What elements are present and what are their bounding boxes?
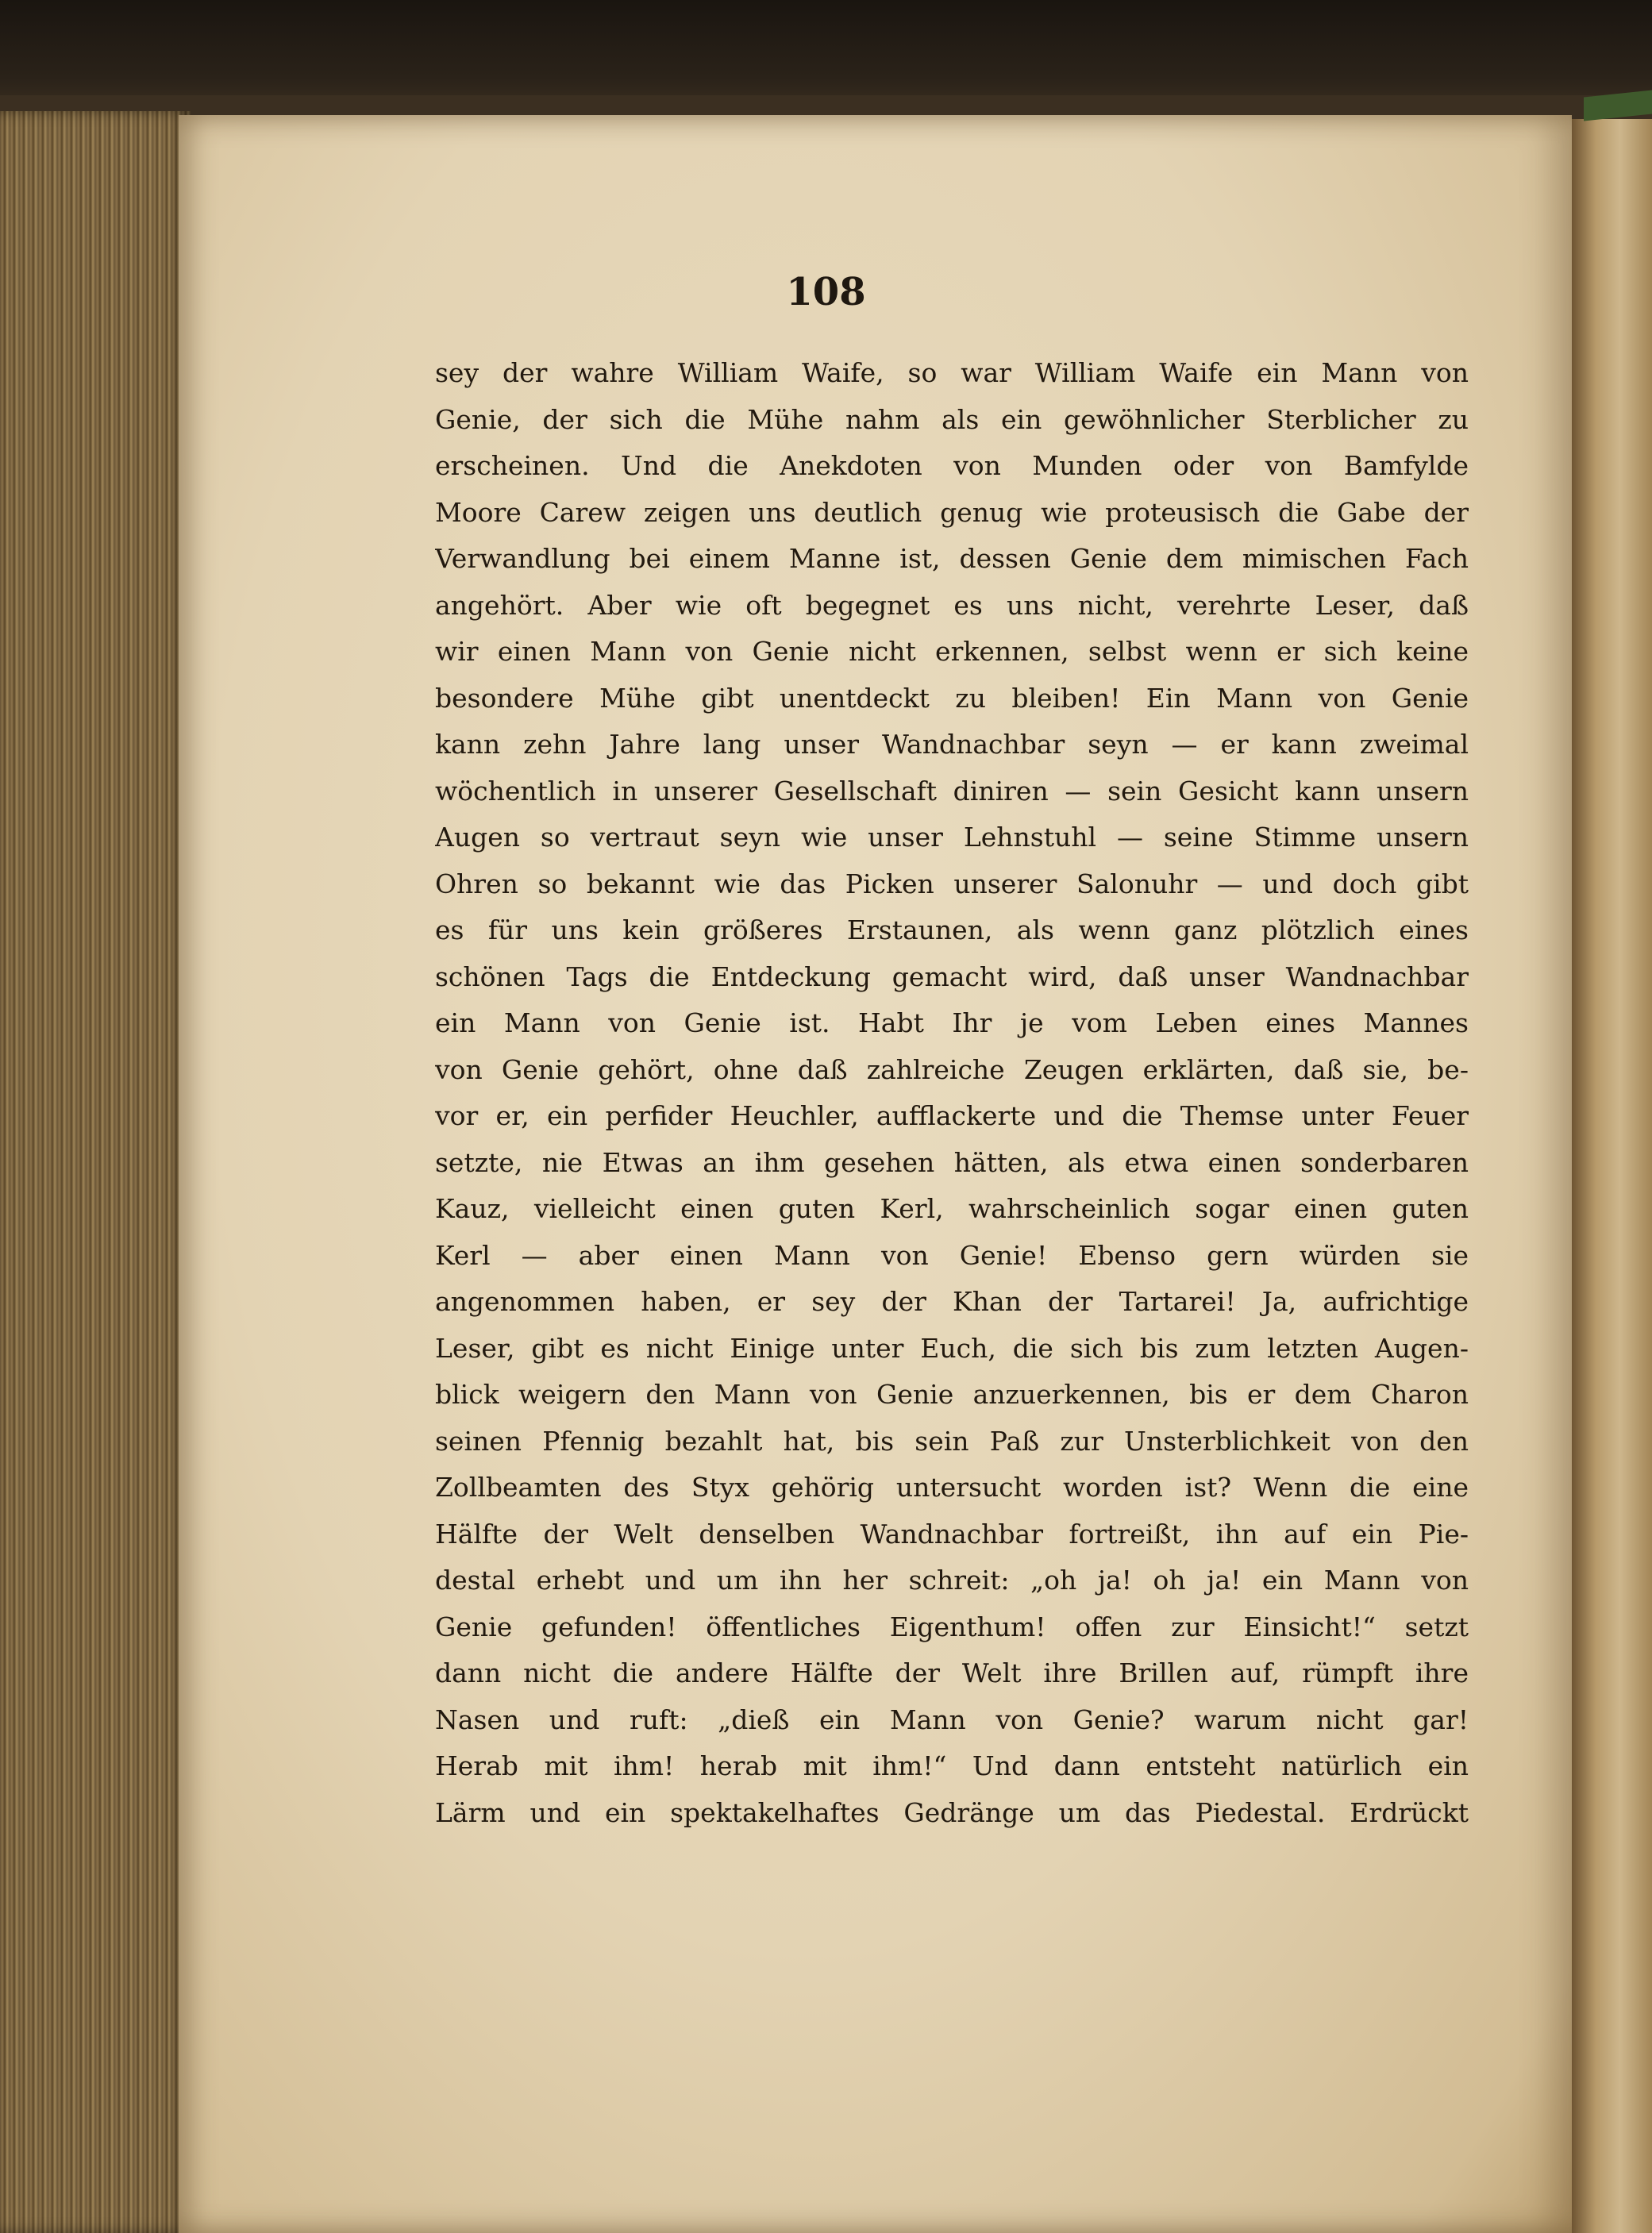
text-line: wöchentlich in unserer Gesellschaft diniren — sein Gesicht kann unsern (435, 775, 1469, 807)
text-line: wir einen Mann von Genie nicht erkennen, selbst wenn er sich keine (435, 636, 1469, 667)
text-line: sey der wahre William Waife, so war William Waife ein Mann von (435, 357, 1469, 388)
text-line: Verwandlung bei einem Manne ist, dessen Genie dem mimischen Fach (435, 543, 1469, 574)
body-text (435, 350, 1469, 1836)
text-line: ein Mann von Genie ist. Habt Ihr je vom Leben eines Mannes (435, 1007, 1469, 1038)
text-line: dann nicht die andere Hälfte der Welt ihre Brillen auf, rümpft ihre (435, 1657, 1469, 1688)
text-line: seinen Pfennig bezahlt hat, bis sein Paß zur Unsterblichkeit von den (435, 1425, 1469, 1457)
text-line: es für uns kein größeres Erstaunen, als wenn ganz plötzlich eines (435, 914, 1469, 945)
text-line: erscheinen. Und die Anekdoten von Munden oder von Bamfylde (435, 450, 1469, 481)
page-number: 108 (786, 270, 866, 314)
page-edges-right (1572, 119, 1652, 2233)
text-line: Moore Carew zeigen uns deutlich genug wie proteusisch die Gabe der (435, 496, 1469, 528)
text-line: Hälfte der Welt denselben Wandnachbar fortreißt, ihn auf ein Pie- (435, 1518, 1469, 1550)
text-line: setzte, nie Etwas an ihm gesehen hätten, als etwa einen sonderbaren (435, 1146, 1469, 1178)
page-edges-left (0, 111, 191, 2233)
text-line: von Genie gehört, ohne daß zahlreiche Zeugen erklärten, daß sie, be- (435, 1053, 1469, 1085)
text-line: Lärm und ein spektakelhaftes Gedränge um das Piedestal. Erdrückt (435, 1796, 1469, 1828)
text-line: schönen Tags die Entdeckung gemacht wird, daß unser Wandnachbar (435, 961, 1469, 992)
text-line: Zollbeamten des Styx gehörig untersucht worden ist? Wenn die eine (435, 1472, 1469, 1503)
text-line: Kerl — aber einen Mann von Genie! Ebenso gern würden sie (435, 1239, 1469, 1271)
text-line: Genie, der sich die Mühe nahm als ein gewöhnlicher Sterblicher zu (435, 403, 1469, 435)
text-line: blick weigern den Mann von Genie anzuerkennen, bis er dem Charon (435, 1379, 1469, 1410)
text-line: Kauz, vielleicht einen guten Kerl, wahrscheinlich sogar einen guten (435, 1193, 1469, 1224)
text-line: destal erhebt und um ihn her schreit: „oh ja! oh ja! ein Mann von (435, 1565, 1469, 1596)
text-line: Nasen und ruft: „dieß ein Mann von Genie? warum nicht gar! (435, 1704, 1469, 1735)
text-line: angenommen haben, er sey der Khan der Tartarei! Ja, aufrichtige (435, 1286, 1469, 1317)
text-line: Genie gefunden! öffentliches Eigenthum! offen zur Einsicht!“ setzt (435, 1611, 1469, 1642)
scan-background-top (0, 0, 1652, 111)
text-line: kann zehn Jahre lang unser Wandnachbar seyn — er kann zweimal (435, 729, 1469, 760)
text-line: Leser, gibt es nicht Einige unter Euch, die sich bis zum letzten Augen- (435, 1332, 1469, 1364)
text-line: besondere Mühe gibt unentdeckt zu bleiben! Ein Mann von Genie (435, 682, 1469, 714)
text-line: angehört. Aber wie oft begegnet es uns nicht, verehrte Leser, daß (435, 589, 1469, 621)
text-line: Herab mit ihm! herab mit ihm!“ Und dann entsteht natürlich ein (435, 1750, 1469, 1781)
text-line: Ohren so bekannt wie das Picken unserer Salonuhr — und doch gibt (435, 868, 1469, 899)
text-line: vor er, ein perfider Heuchler, aufflackerte und die Themse unter Feuer (435, 1100, 1469, 1131)
text-line: Augen so vertraut seyn wie unser Lehnstuhl — seine Stimme unsern (435, 822, 1469, 853)
